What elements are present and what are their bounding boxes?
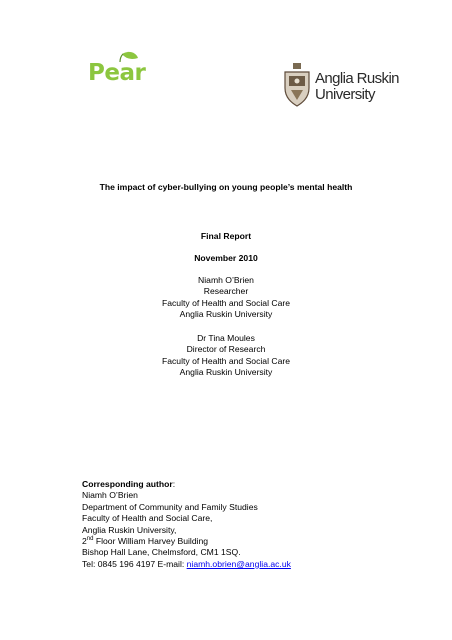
floor-suffix: nd — [86, 536, 94, 543]
author-role: Director of Research — [186, 344, 266, 355]
aru-name-line1: Anglia Ruskin — [315, 70, 399, 87]
aru-logo — [282, 62, 412, 110]
corresponding-faculty: Faculty of Health and Social Care, — [82, 513, 213, 524]
author-name: Niamh O’Brien — [198, 275, 254, 285]
author-name: Dr Tina Moules — [197, 333, 255, 343]
pear-logo-text: Pear — [88, 60, 146, 86]
university-crest-icon — [282, 62, 312, 108]
corresponding-author-block — [82, 479, 291, 570]
email-link[interactable]: niamh.obrien@anglia.ac.uk — [186, 558, 291, 569]
author-faculty: Faculty of Health and Social Care — [161, 355, 291, 366]
aru-name-line2: University — [315, 86, 375, 103]
author-block-1 — [0, 275, 452, 321]
floor-rest: Floor William Harvey Building — [93, 536, 209, 547]
author-role: Researcher — [203, 286, 249, 297]
report-date: November 2010 — [194, 253, 258, 263]
corresponding-heading — [82, 479, 291, 490]
corresponding-university: Anglia Ruskin University, — [82, 524, 177, 535]
corresponding-building — [82, 536, 291, 547]
corresponding-address: Bishop Hall Lane, Chelmsford, CM1 1SQ. — [82, 547, 241, 558]
corresponding-department: Department of Community and Family Studies — [82, 501, 258, 512]
contact-prefix: Tel: 0845 196 4197 E-mail: — [82, 558, 187, 569]
pear-logo — [84, 50, 174, 98]
author-university: Anglia Ruskin University — [179, 367, 273, 378]
floor-number: 2 — [82, 536, 87, 547]
author-faculty: Faculty of Health and Social Care — [161, 297, 291, 308]
corresponding-contact — [82, 559, 291, 570]
corresponding-heading-colon: : — [172, 479, 176, 489]
report-title: The impact of cyber-bullying on young people’s mental health — [99, 182, 353, 192]
corresponding-name: Niamh O’Brien — [82, 490, 138, 501]
report-subtitle: Final Report — [200, 231, 252, 241]
aru-logo-text — [315, 71, 399, 103]
corresponding-heading-label: Corresponding author — [82, 479, 173, 489]
author-university: Anglia Ruskin University — [179, 309, 273, 320]
author-block-2 — [0, 333, 452, 379]
